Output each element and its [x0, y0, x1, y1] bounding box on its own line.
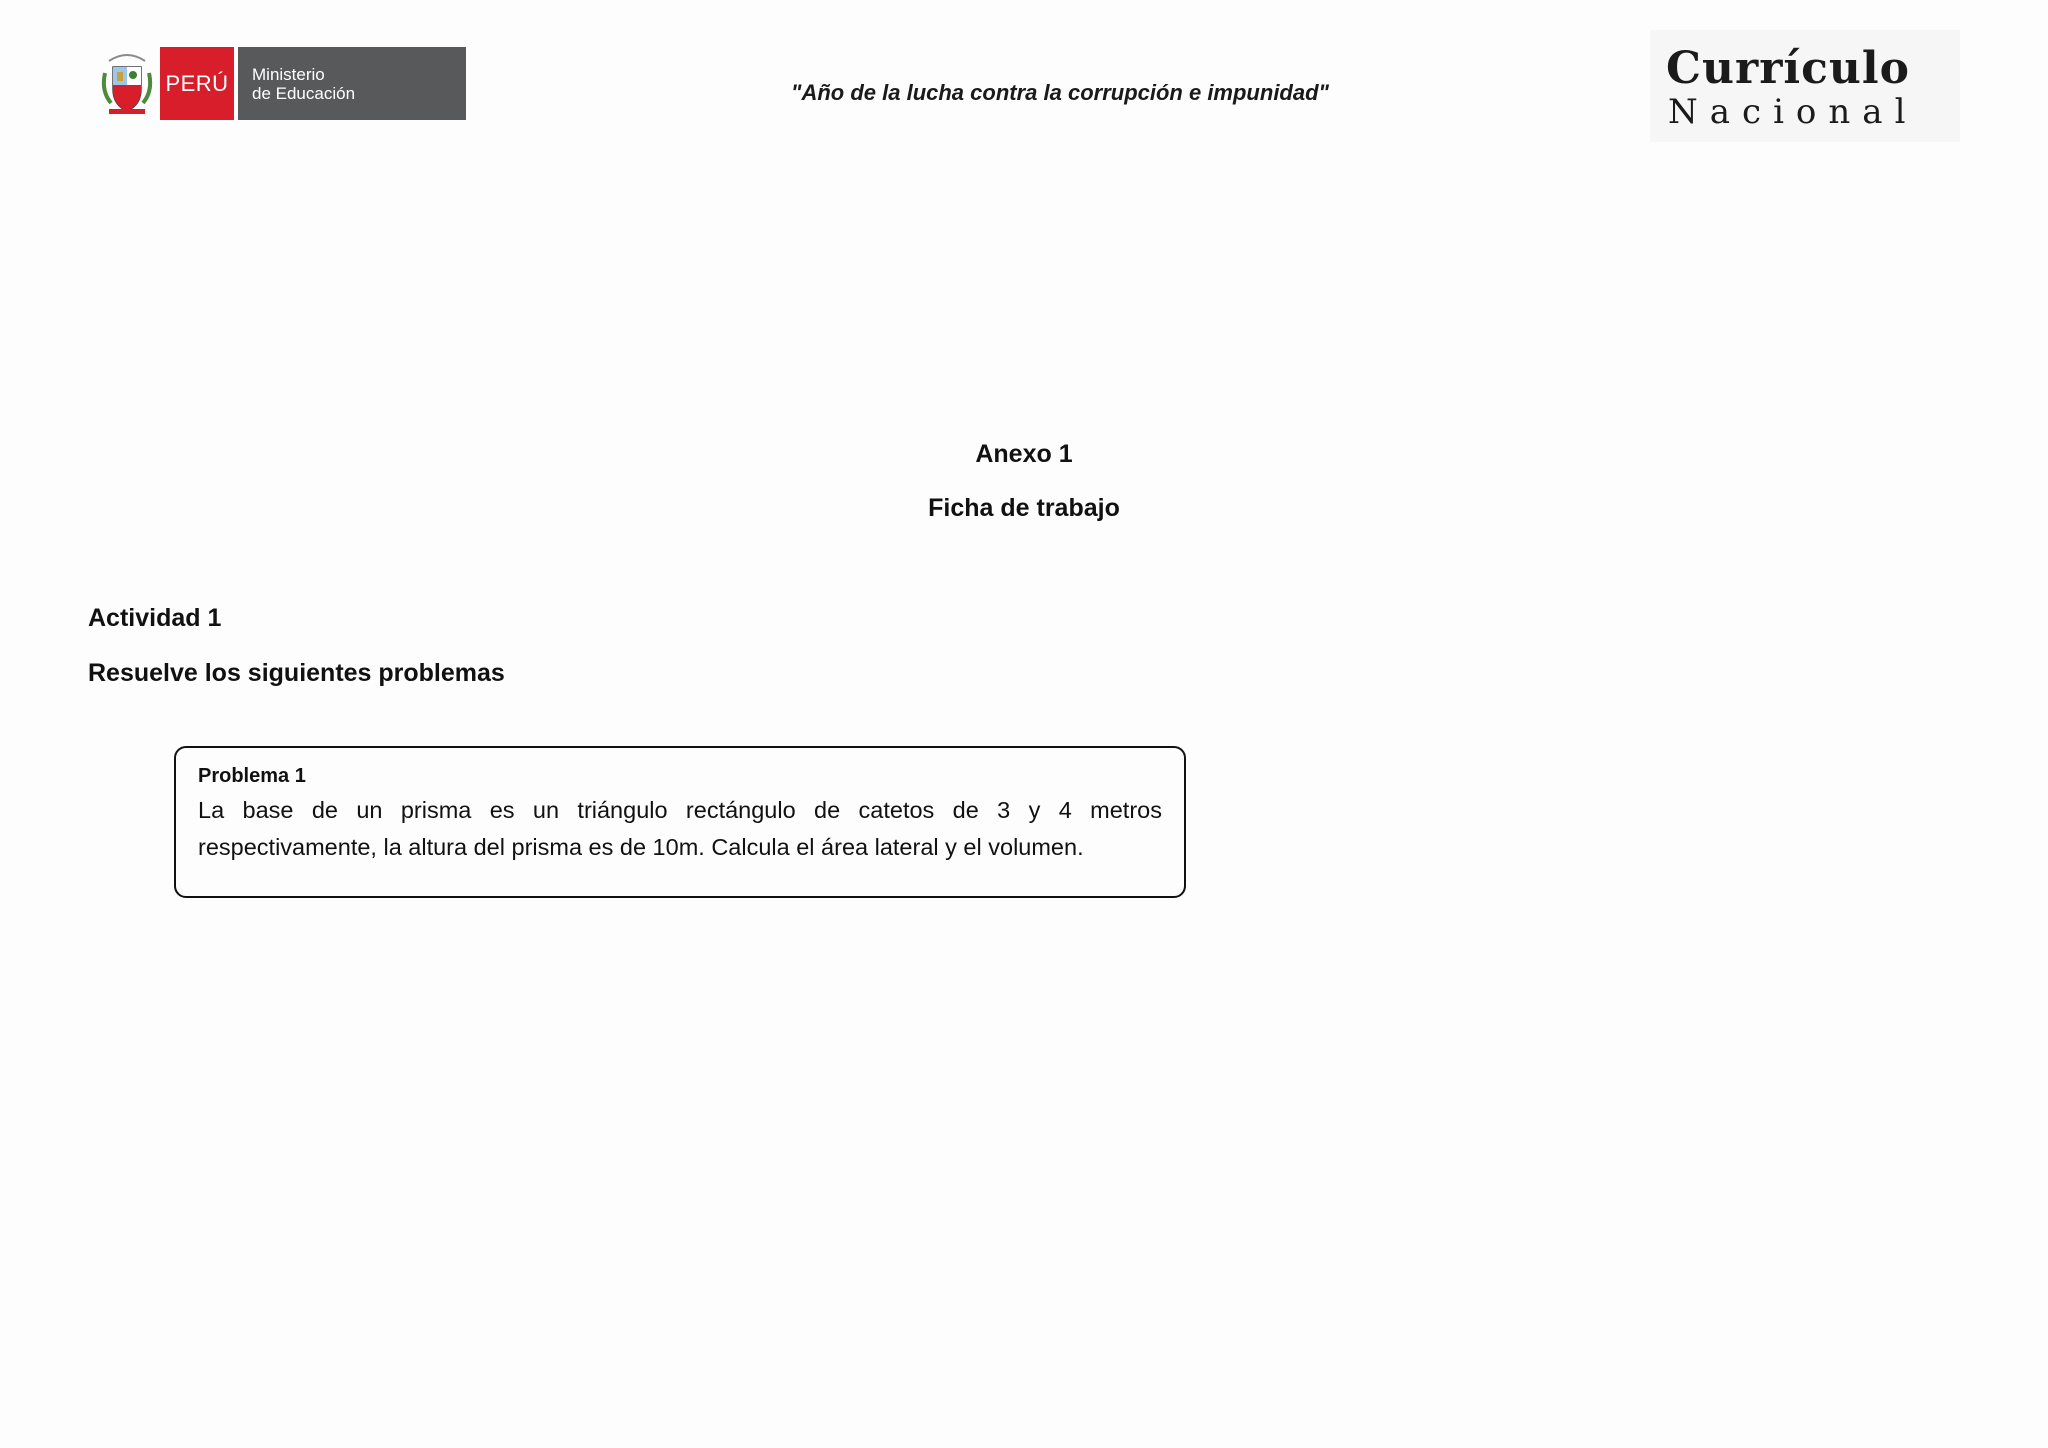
- activity-instruction: Resuelve los siguientes problemas: [88, 659, 505, 687]
- curriculo-logo-line1: Currículo: [1666, 43, 1910, 94]
- year-motto: "Año de la lucha contra la corrupción e impunidad": [791, 80, 1329, 105]
- problem-statement: La base de un prisma es un triángulo rectángulo de catetos de 3 y 4 metros respectivamente, la altura del prisma es de 10m. Calcula el área lateral y el volumen.: [198, 797, 1162, 860]
- annex-title: Anexo 1: [975, 440, 1073, 468]
- worksheet-title: Ficha de trabajo: [928, 494, 1120, 522]
- curriculo-logo-line2: Nacional: [1668, 92, 1918, 132]
- ministry-label-line2: de Educación: [252, 83, 356, 103]
- problem-box: [174, 746, 1186, 898]
- curriculo-nacional-logo: [1650, 30, 1960, 142]
- peru-coat-of-arms-icon: [96, 44, 158, 122]
- peru-label: PERÚ: [160, 47, 234, 120]
- ministry-label-line1: Ministerio: [252, 64, 325, 84]
- activity-title: Actividad 1: [88, 604, 222, 632]
- minedu-logo: [96, 44, 466, 122]
- problem-title: Problema 1: [198, 765, 306, 787]
- ministry-label: [238, 47, 466, 120]
